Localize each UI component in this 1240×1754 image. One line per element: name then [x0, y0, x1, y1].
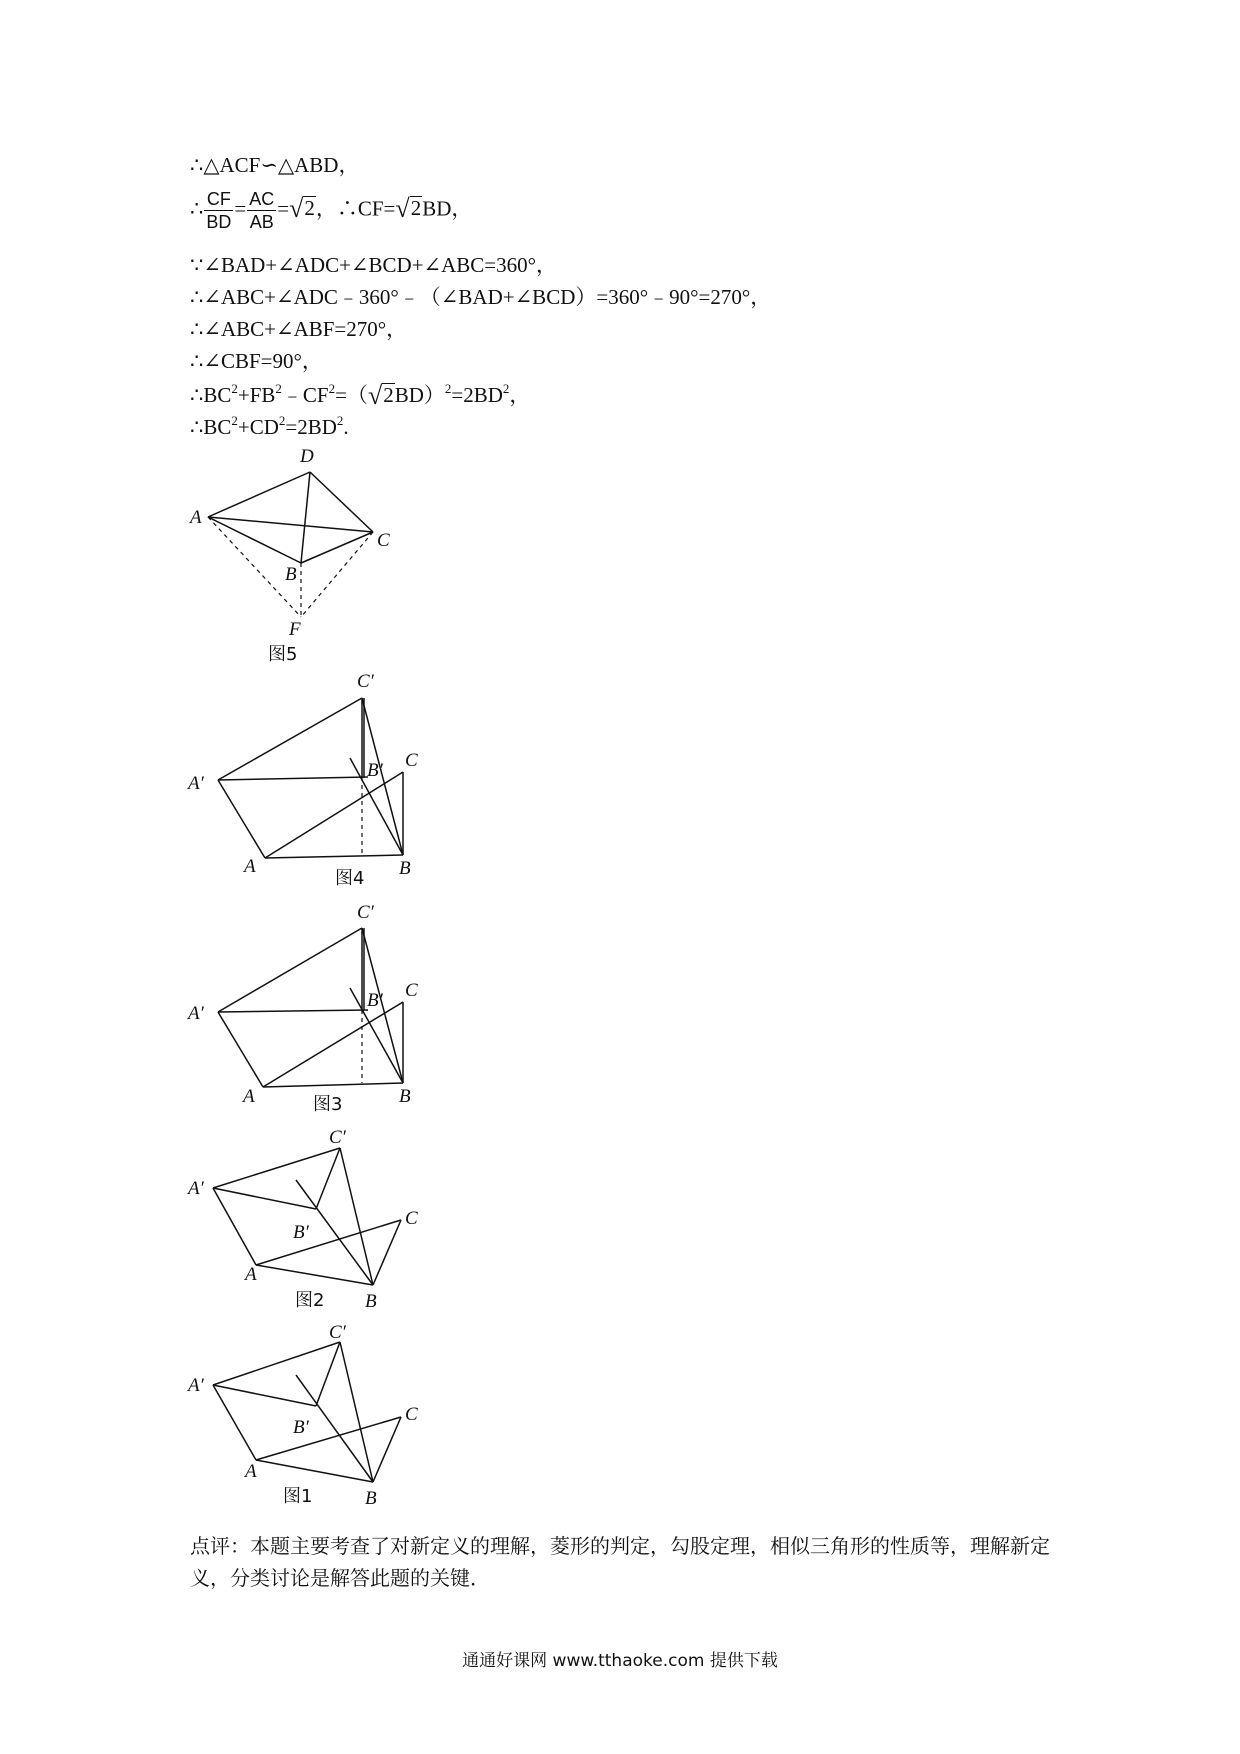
fig5-label-d: D — [300, 446, 314, 467]
fig1-label-c-prime: C′ — [329, 1322, 346, 1343]
fig3-label-a-prime: A′ — [188, 1003, 204, 1024]
proof-line-1: ∴△ACF∽△ABD， — [190, 153, 360, 177]
fig3-label-b-prime: B′ — [367, 990, 383, 1011]
fig5-label-a: A — [190, 507, 202, 528]
fig5-label-b: B — [285, 564, 297, 585]
fig1-label-a: A — [245, 1461, 257, 1482]
fig3-label-b: B — [399, 1086, 411, 1107]
fig4-label-c-prime: C′ — [357, 671, 374, 692]
proof-line-6: ∴∠CBF=90°， — [190, 349, 323, 373]
proof-line-5: ∴∠ABC+∠ABF=270°， — [190, 317, 408, 341]
sqrt-2-second: √2 — [395, 194, 422, 224]
fig2-label-a: A — [245, 1264, 257, 1285]
fig3-label-a: A — [243, 1086, 255, 1107]
fraction-ac-ab: $\frac{AC}{AB}$ — [249, 189, 275, 232]
fig1-label-b-prime: B′ — [293, 1417, 309, 1438]
fig3-label-c: C — [405, 980, 418, 1001]
fig1-label-b: B — [365, 1488, 377, 1509]
proof-line-4: ∴∠ABC+∠ADC﹣360°﹣（∠BAD+∠BCD）=360°﹣90°=270°， — [190, 285, 772, 309]
fig3-label-c-prime: C′ — [357, 902, 374, 923]
fig4-label-a: A — [244, 856, 256, 877]
figure-5 — [188, 446, 390, 665]
figure-2 — [186, 1127, 418, 1312]
figure-1 — [186, 1322, 418, 1509]
fig2-label-a-prime: A′ — [188, 1178, 204, 1199]
fig2-label-c: C — [405, 1208, 418, 1229]
proof-line-8: $\therefore BC^2+CD^2=2BD^2$. — [190, 413, 349, 439]
sqrt-2-third: √2 — [367, 381, 394, 410]
proof-line-2-prefix: ∴ — [190, 196, 204, 221]
sqrt-2: √2 — [289, 194, 315, 224]
fig3-caption: 图3 — [313, 1094, 343, 1115]
fig1-label-a-prime: A′ — [188, 1375, 204, 1396]
proof-line-3: ∵∠BAD+∠ADC+∠BCD+∠ABC=360°， — [190, 253, 558, 277]
proof-line-7: $\therefore BC^2+FB^2﹣CF^2=(√2BD)^2=2BD^2$， — [190, 381, 531, 410]
fig4-label-c: C — [405, 750, 418, 771]
proof-line-2: ∴ $\frac{CF}{BD}$ = $\frac{AC}{AB}$ =√2，∴CF=√2BD， — [190, 189, 473, 232]
page-footer: 通通好课网 www.tthaoke.com 提供下载 — [462, 1651, 778, 1671]
figure-4 — [186, 671, 418, 889]
fig4-label-a-prime: A′ — [188, 773, 204, 794]
fig5-label-f: F — [289, 619, 301, 640]
fig2-label-b-prime: B′ — [293, 1222, 309, 1243]
fig4-label-b: B — [399, 858, 411, 879]
fig2-label-b: B — [365, 1291, 377, 1312]
fig2-caption: 图2 — [295, 1290, 325, 1311]
fig4-label-b-prime: B′ — [367, 760, 383, 781]
fig1-caption: 图1 — [283, 1486, 313, 1507]
fig2-label-c-prime: C′ — [329, 1127, 346, 1148]
fig1-label-c: C — [405, 1404, 418, 1425]
fraction-cf-bd: $\frac{CF}{BD}$ — [206, 189, 232, 232]
fig5-label-c: C — [377, 530, 390, 551]
figure-3 — [186, 902, 418, 1115]
comment-paragraph: 点评：本题主要考查了对新定义的理解，菱形的判定，勾股定理，相似三角形的性质等，理解新定义，分类讨论是解答此题的关键． — [190, 1534, 1050, 1590]
fig4-caption: 图4 — [335, 868, 365, 889]
fig5-caption: 图5 — [268, 644, 298, 665]
